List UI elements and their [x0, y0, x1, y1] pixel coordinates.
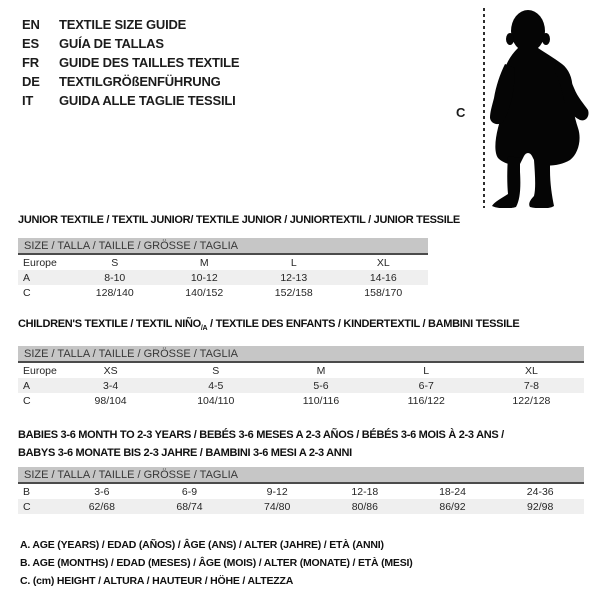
cell: 12-18 [351, 485, 379, 498]
table-title: JUNIOR TEXTILE / TEXTIL JUNIOR/ TEXTILE JUNIOR / JUNIORTEXTIL / JUNIOR TESSILE [18, 214, 460, 226]
table-row [18, 499, 584, 514]
cell: 92/98 [527, 500, 554, 513]
language-code: IT [22, 93, 34, 108]
table-title [18, 426, 584, 462]
header-line-it [22, 91, 239, 110]
row-label: Europe [23, 256, 57, 269]
cell: 86/92 [439, 500, 466, 513]
table-title [18, 318, 584, 335]
height-measure-label: C [456, 105, 466, 120]
language-title: TEXTILGRÖßENFÜHRUNG [59, 74, 221, 89]
language-header [22, 15, 239, 110]
cell: 6-7 [418, 379, 434, 392]
table-title-post: / TEXTILE DES ENFANTS / KINDERTEXTIL / BAMBINI TESSILE [207, 318, 520, 330]
note-height-cm: C. (cm) HEIGHT / ALTURA / HAUTEUR / HÖHE / ALTEZZA [20, 575, 294, 587]
cell: 10-12 [190, 271, 218, 284]
cell: 122/128 [512, 394, 551, 407]
size-header-band [18, 467, 584, 484]
cell: 8-10 [104, 271, 126, 284]
cell: 5-6 [313, 379, 329, 392]
header-line-de [22, 72, 239, 91]
table-row [18, 285, 428, 300]
cell: L [423, 364, 430, 377]
toddler-silhouette-icon [490, 4, 598, 208]
cell: 74/80 [264, 500, 291, 513]
table-row [18, 270, 428, 285]
cell: 128/140 [95, 286, 134, 299]
cell: 4-5 [208, 379, 224, 392]
table-title-pre: CHILDREN'S TEXTILE / TEXTIL NIÑO [18, 318, 201, 330]
cell: 3-4 [103, 379, 119, 392]
row-label: C [23, 500, 31, 513]
cell: 140/152 [185, 286, 224, 299]
cell: XL [524, 364, 538, 377]
legend-notes [20, 536, 413, 590]
cell: 98/104 [94, 394, 127, 407]
table-row [18, 378, 584, 393]
table-title-line2: BABYS 3-6 MONATE BIS 2-3 JAHRE / BAMBINI 3-6 MESI A 2-3 ANNI [18, 447, 352, 459]
cell: 6-9 [181, 485, 198, 498]
cell: XL [376, 256, 390, 269]
cell: 116/122 [407, 394, 445, 407]
cell: 62/68 [88, 500, 115, 513]
language-code: ES [22, 36, 39, 51]
cell: 3-6 [94, 485, 110, 498]
row-label: B [23, 485, 31, 498]
cell: 9-12 [266, 485, 288, 498]
cell: 14-16 [369, 271, 397, 284]
language-title: GUIDA ALLE TAGLIE TESSILI [59, 93, 236, 108]
table-row [18, 363, 584, 378]
cell: 158/170 [364, 286, 403, 299]
cell: 18-24 [439, 485, 466, 498]
cell: 24-36 [526, 485, 554, 498]
cell: M [316, 364, 326, 377]
cell: 104/110 [197, 394, 235, 407]
table-title-sub: /A [200, 325, 208, 333]
cell: XS [103, 364, 118, 377]
children-table [18, 318, 584, 408]
language-code: DE [22, 74, 40, 89]
language-title: GUIDE DES TAILLES TEXTILE [59, 55, 240, 70]
row-label: A [23, 379, 31, 392]
cell: S [111, 256, 119, 269]
size-header-band [18, 238, 428, 255]
language-title: GUÍA DE TALLAS [59, 36, 164, 51]
cell: M [199, 256, 209, 269]
note-age-months: B. AGE (MONTHS) / EDAD (MESES) / ÂGE (MOIS) / ALTER (MONATE) / ETÀ (MESI) [20, 557, 413, 569]
table-title-line1: BABIES 3-6 MONTH TO 2-3 YEARS / BEBÉS 3-6 MESES A 2-3 AÑOS / BÉBÉS 3-6 MOIS À 2-3 ANS / [18, 429, 504, 441]
header-line-es [22, 34, 239, 53]
language-title: TEXTILE SIZE GUIDE [59, 17, 187, 32]
height-dashed-line [483, 8, 485, 208]
cell: 7-8 [523, 379, 539, 392]
header-line-fr [22, 53, 239, 72]
cell: 152/158 [274, 286, 313, 299]
row-label: Europe [23, 364, 57, 377]
cell: 110/116 [302, 394, 340, 407]
row-label: A [23, 271, 31, 284]
size-header-text: SIZE / TALLA / TAILLE / GRÖSSE / TAGLIA [24, 347, 238, 360]
babies-table [18, 426, 584, 514]
table-row [18, 255, 428, 270]
language-code: EN [22, 17, 40, 32]
cell: S [212, 364, 220, 377]
cell: 12-13 [280, 271, 308, 284]
row-label: C [23, 286, 31, 299]
note-age-years: A. AGE (YEARS) / EDAD (AÑOS) / ÂGE (ANS) / ALTER (JAHRE) / ETÀ (ANNI) [20, 539, 384, 551]
size-header-text: SIZE / TALLA / TAILLE / GRÖSSE / TAGLIA [24, 239, 238, 252]
size-header-band [18, 346, 584, 363]
language-code: FR [22, 55, 39, 70]
table-row [18, 393, 584, 408]
row-label: C [23, 394, 31, 407]
cell: L [290, 256, 297, 269]
junior-table [18, 214, 460, 300]
header-line-en [22, 15, 239, 34]
cell: 80/86 [351, 500, 378, 513]
table-row [18, 484, 584, 499]
cell: 68/74 [176, 500, 203, 513]
size-header-text: SIZE / TALLA / TAILLE / GRÖSSE / TAGLIA [24, 468, 238, 481]
